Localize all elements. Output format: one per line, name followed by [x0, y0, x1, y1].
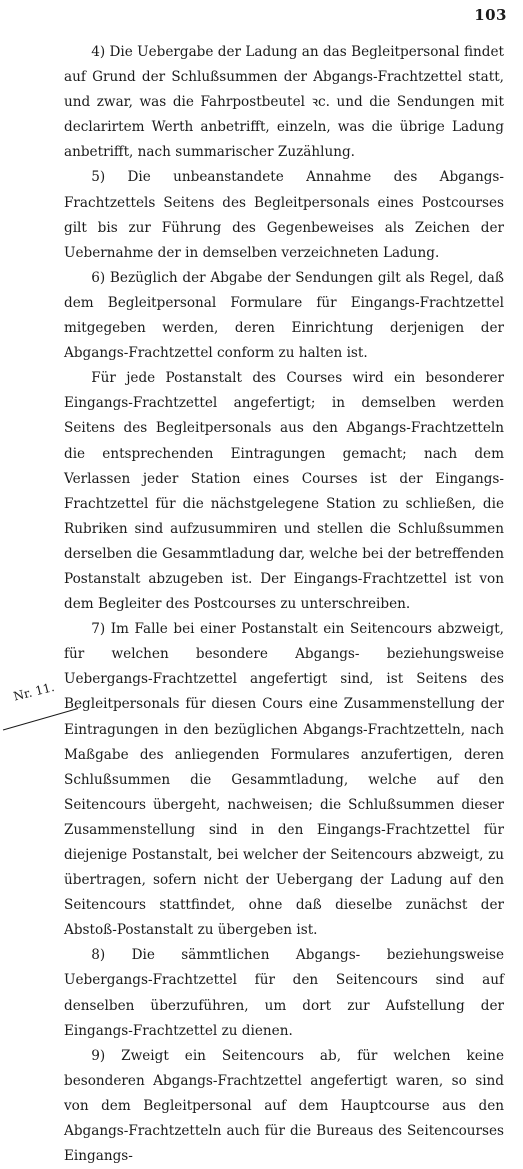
- paragraph-5: 5) Die unbeanstandete Annahme des Abgangs-Frachtzettels Seitens des Begleitpersonals eines Postcourses gilt bis zur Führung des Gegenbeweises als Zeichen der Uebernahme der in demselben verzeichneten Ladung.: [64, 169, 504, 261]
- paragraph-8: 8) Die sämmtlichen Abgangs- beziehungsweise Uebergangs-Frachtzettel für den Seitencours sind auf denselben überzuführen, um dort zur Aufstellung der Eingangs-Frachtzettel zu dienen.: [64, 947, 504, 1039]
- page-number: 103: [474, 6, 507, 24]
- paragraph-9: 9) Zweigt ein Seitencours ab, für welchen keine besonderen Abgangs-Frachtzettel angefertigt waren, so sind von dem Begleitpersonal auf dem Hauptcourse aus den Abgangs-Frachtzetteln auch für die Bureaus des Seitencourses Eingangs-: [64, 1047, 504, 1165]
- body-text: [64, 40, 504, 1169]
- margin-note: Nr. 11.: [12, 679, 56, 704]
- paragraph-4: 4) Die Uebergabe der Ladung an das Begleitpersonal findet auf Grund der Schlußsummen der Abgangs-Frachtzettel statt, und zwar, was die Fahrpostbeutel ꝛc. und die Sendungen mit declarirtem Werth anbetrifft, einzeln, was die übrige Ladung anbetrifft, nach summarischer Zuzählung.: [64, 44, 504, 161]
- paragraph-6-continued: Für jede Postanstalt des Courses wird ein besonderer Eingangs-Frachtzettel angefertigt; in demselben werden Seitens des Begleitpersonals aus den Abgangs-Frachtzetteln die entsprechenden Eintragungen gemacht; nach dem Verlassen jeder Station eines Courses ist der Eingangs-Frachtzettel für die nächstgelegene Station zu schließen, die Rubriken sind aufzusummiren und stellen die Schlußsummen derselben die Gesammtladung dar, welche bei der betreffenden Postanstalt abzugeben ist. Der Eingangs-Frachtzettel ist von dem Begleiter des Postcourses zu unterschreiben.: [64, 370, 504, 613]
- paragraph-7: 7) Im Falle bei einer Postanstalt ein Seitencours abzweigt, für welchen besondere Abgangs- beziehungsweise Uebergangs-Frachtzettel angefertigt sind, ist Seitens des Begleitpersonals für diesen Cours eine Zusammenstellung der Eintragungen in den bezüglichen Abgangs-Frachtzetteln, nach Maßgabe des anliegenden Formulares anzufertigen, deren Schlußsummen die Gesammtladung, welche auf den Seitencours übergeht, nachweisen; die Schlußsummen dieser Zusammenstellung sind in den Eingangs-Frachtzettel für diejenige Postanstalt, bei welcher der Seitencours abzweigt, zu übertragen, sofern nicht der Uebergang der Ladung auf den Seitencours stattfindet, ohne daß dieselbe zunächst der Abstoß-Postanstalt zu übergeben ist.: [64, 621, 504, 939]
- paragraph-6: 6) Bezüglich der Abgabe der Sendungen gilt als Regel, daß dem Begleitpersonal Formulare für Eingangs-Frachtzettel mitgegeben werden, deren Einrichtung derjenigen der Abgangs-Frachtzettel conform zu halten ist.: [64, 269, 504, 362]
